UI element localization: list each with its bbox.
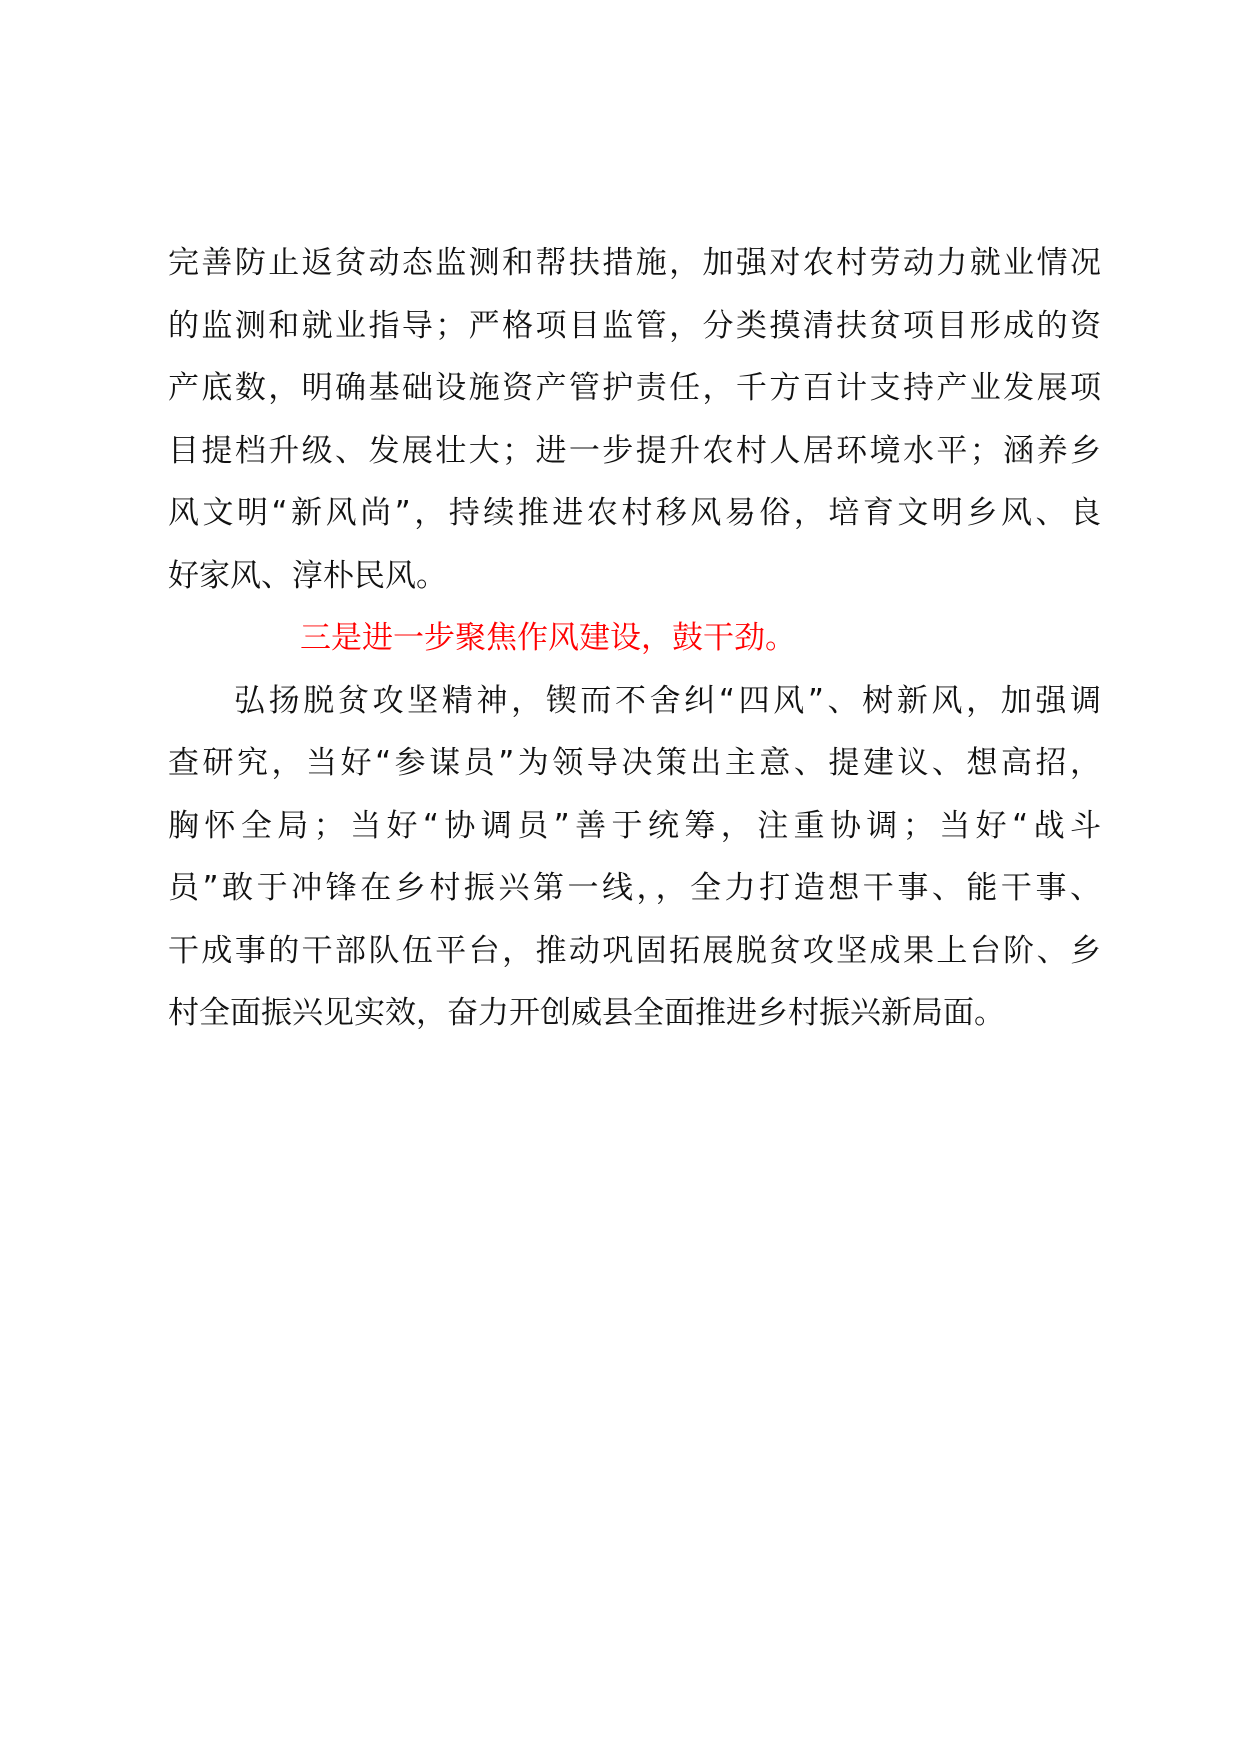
text-line: 的监测和就业指导；严格项目监管，分类摸清扶贫项目形成的资 bbox=[168, 307, 1101, 344]
text-line: 风文明“新风尚”，持续推进农村移风易俗，培育文明乡风、良 bbox=[168, 495, 1101, 531]
paragraph-continued bbox=[168, 232, 1101, 607]
text-line: 弘扬脱贫攻坚精神，锲而不舍纠“四风”、树新风，加强调 bbox=[234, 682, 1101, 719]
text-line: 村全面振兴见实效，奋力开创威县全面推进乡村振兴新局面。 bbox=[168, 995, 1005, 1031]
section-heading-text: 三是进一步聚焦作风建设，鼓干劲。 bbox=[300, 620, 796, 656]
section-heading bbox=[168, 607, 1101, 670]
text-line: 查研究，当好“参谋员”为领导决策出主意、提建议、想高招， bbox=[168, 745, 1101, 781]
text-line: 目提档升级、发展壮大；进一步提升农村人居环境水平；涵养乡 bbox=[168, 432, 1101, 469]
document-body bbox=[168, 232, 1101, 1045]
text-line: 产底数，明确基础设施资产管护责任，千方百计支持产业发展项 bbox=[168, 370, 1101, 406]
text-line: 员”敢于冲锋在乡村振兴第一线，，全力打造想干事、能干事、 bbox=[168, 870, 1101, 906]
text-line: 完善防止返贫动态监测和帮扶措施，加强对农村劳动力就业情况 bbox=[168, 245, 1101, 281]
text-line: 胸怀全局；当好“协调员”善于统筹，注重协调；当好“战斗 bbox=[168, 807, 1101, 844]
paragraph-work-style bbox=[168, 670, 1101, 1045]
text-line: 干成事的干部队伍平台，推动巩固拓展脱贫攻坚成果上台阶、乡 bbox=[168, 932, 1101, 969]
text-line: 好家风、淳朴民风。 bbox=[168, 557, 447, 594]
